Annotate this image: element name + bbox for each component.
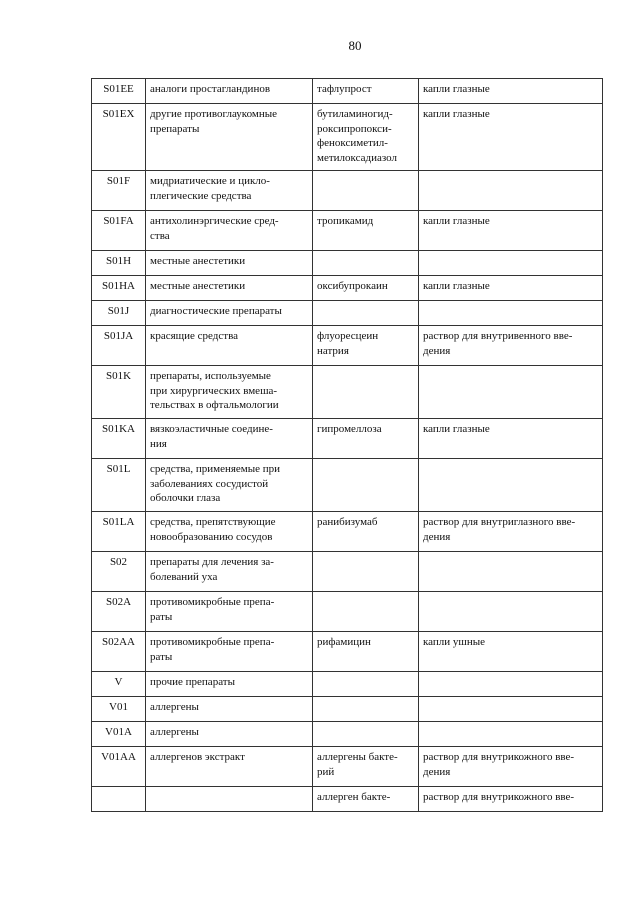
dosage-form-cell: раствор для внутривенного вве- дения: [419, 326, 603, 366]
drug-name-cell: [313, 171, 419, 211]
dosage-form-cell: капли глазные: [419, 211, 603, 251]
dosage-form-cell: [419, 592, 603, 632]
atc-code-cell: S02A: [92, 592, 146, 632]
dosage-form-cell: капли ушные: [419, 632, 603, 672]
atc-code-cell: S01J: [92, 301, 146, 326]
drug-name-cell: [313, 251, 419, 276]
atc-code-cell: V: [92, 672, 146, 697]
table-row: [92, 104, 603, 171]
dosage-form-cell: капли глазные: [419, 419, 603, 459]
atc-code-cell: V01AA: [92, 747, 146, 787]
pharmacological-group-cell: средства, препятствующие новообразованию сосудов: [146, 512, 313, 552]
pharmacological-group-cell: препараты для лечения за- болеваний уха: [146, 552, 313, 592]
atc-code-cell: S01FA: [92, 211, 146, 251]
drug-name-cell: [313, 722, 419, 747]
dosage-form-cell: раствор для внутрикожного вве-: [419, 787, 603, 812]
table-row: [92, 632, 603, 672]
drug-name-cell: аллерген бакте-: [313, 787, 419, 812]
pharmacological-group-cell: противомикробные препа- раты: [146, 592, 313, 632]
atc-code-cell: S01KA: [92, 419, 146, 459]
drug-name-cell: [313, 592, 419, 632]
dosage-form-cell: раствор для внутрикожного вве- дения: [419, 747, 603, 787]
atc-code-cell: S01LA: [92, 512, 146, 552]
drug-name-cell: оксибупрокаин: [313, 276, 419, 301]
drug-name-cell: гипромеллоза: [313, 419, 419, 459]
pharmacological-group-cell: красящие средства: [146, 326, 313, 366]
table-row: [92, 366, 603, 419]
pharmacological-group-cell: местные анестетики: [146, 251, 313, 276]
pharmacological-group-cell: антихолинэргические сред- ства: [146, 211, 313, 251]
pharmacological-group-cell: [146, 787, 313, 812]
pharmacological-group-cell: местные анестетики: [146, 276, 313, 301]
pharmacological-group-cell: средства, применяемые при заболеваниях сосудистой оболочки глаза: [146, 459, 313, 512]
page-number: 80: [348, 38, 362, 53]
drug-name-cell: [313, 672, 419, 697]
drug-name-cell: бутиламиногид- роксипропокси- феноксиметил- метилоксадиазол: [313, 104, 419, 171]
table-row: [92, 672, 603, 697]
atc-code-cell: [92, 787, 146, 812]
table-row: [92, 326, 603, 366]
table-row: [92, 552, 603, 592]
dosage-form-cell: [419, 366, 603, 419]
pharmacological-group-cell: диагностические препараты: [146, 301, 313, 326]
table-row: [92, 787, 603, 812]
table-row: [92, 697, 603, 722]
atc-code-cell: S01HA: [92, 276, 146, 301]
drug-name-cell: аллергены бакте- рий: [313, 747, 419, 787]
table-row: [92, 747, 603, 787]
atc-code-cell: S01L: [92, 459, 146, 512]
drug-name-cell: ранибизумаб: [313, 512, 419, 552]
atc-code-cell: S01JA: [92, 326, 146, 366]
dosage-form-cell: [419, 171, 603, 211]
dosage-form-cell: [419, 459, 603, 512]
atc-code-cell: V01: [92, 697, 146, 722]
table-row: [92, 459, 603, 512]
table-row: [92, 419, 603, 459]
dosage-form-cell: раствор для внутриглазного вве- дения: [419, 512, 603, 552]
atc-drug-table: [91, 78, 603, 812]
pharmacological-group-cell: другие противоглаукомные препараты: [146, 104, 313, 171]
table-row: [92, 79, 603, 104]
pharmacological-group-cell: аналоги простагландинов: [146, 79, 313, 104]
table-body: [92, 79, 603, 812]
table-row: [92, 211, 603, 251]
table-row: [92, 301, 603, 326]
drug-name-cell: [313, 301, 419, 326]
drug-name-cell: флуоресцеин натрия: [313, 326, 419, 366]
dosage-form-cell: [419, 672, 603, 697]
pharmacological-group-cell: прочие препараты: [146, 672, 313, 697]
drug-name-cell: [313, 366, 419, 419]
table-row: [92, 171, 603, 211]
dosage-form-cell: капли глазные: [419, 104, 603, 171]
atc-code-cell: S01H: [92, 251, 146, 276]
dosage-form-cell: [419, 301, 603, 326]
dosage-form-cell: капли глазные: [419, 79, 603, 104]
atc-code-cell: S01EX: [92, 104, 146, 171]
drug-name-cell: рифамицин: [313, 632, 419, 672]
pharmacological-group-cell: вязкоэластичные соедине- ния: [146, 419, 313, 459]
atc-code-cell: V01A: [92, 722, 146, 747]
table-row: [92, 276, 603, 301]
pharmacological-group-cell: аллергены: [146, 722, 313, 747]
table-row: [92, 512, 603, 552]
pharmacological-group-cell: противомикробные препа- раты: [146, 632, 313, 672]
pharmacological-group-cell: мидриатические и цикло- плегические средства: [146, 171, 313, 211]
drug-name-cell: тропикамид: [313, 211, 419, 251]
dosage-form-cell: капли глазные: [419, 276, 603, 301]
pharmacological-group-cell: аллергены: [146, 697, 313, 722]
atc-code-cell: S01K: [92, 366, 146, 419]
dosage-form-cell: [419, 552, 603, 592]
drug-name-cell: тафлупрост: [313, 79, 419, 104]
table-row: [92, 251, 603, 276]
dosage-form-cell: [419, 251, 603, 276]
atc-code-cell: S02: [92, 552, 146, 592]
table-row: [92, 592, 603, 632]
atc-code-cell: S02AA: [92, 632, 146, 672]
pharmacological-group-cell: аллергенов экстракт: [146, 747, 313, 787]
pharmacological-group-cell: препараты, используемые при хирургических вмеша- тельствах в офтальмологии: [146, 366, 313, 419]
drug-name-cell: [313, 697, 419, 722]
atc-code-cell: S01EE: [92, 79, 146, 104]
table-row: [92, 722, 603, 747]
dosage-form-cell: [419, 722, 603, 747]
drug-name-cell: [313, 459, 419, 512]
dosage-form-cell: [419, 697, 603, 722]
drug-name-cell: [313, 552, 419, 592]
atc-code-cell: S01F: [92, 171, 146, 211]
